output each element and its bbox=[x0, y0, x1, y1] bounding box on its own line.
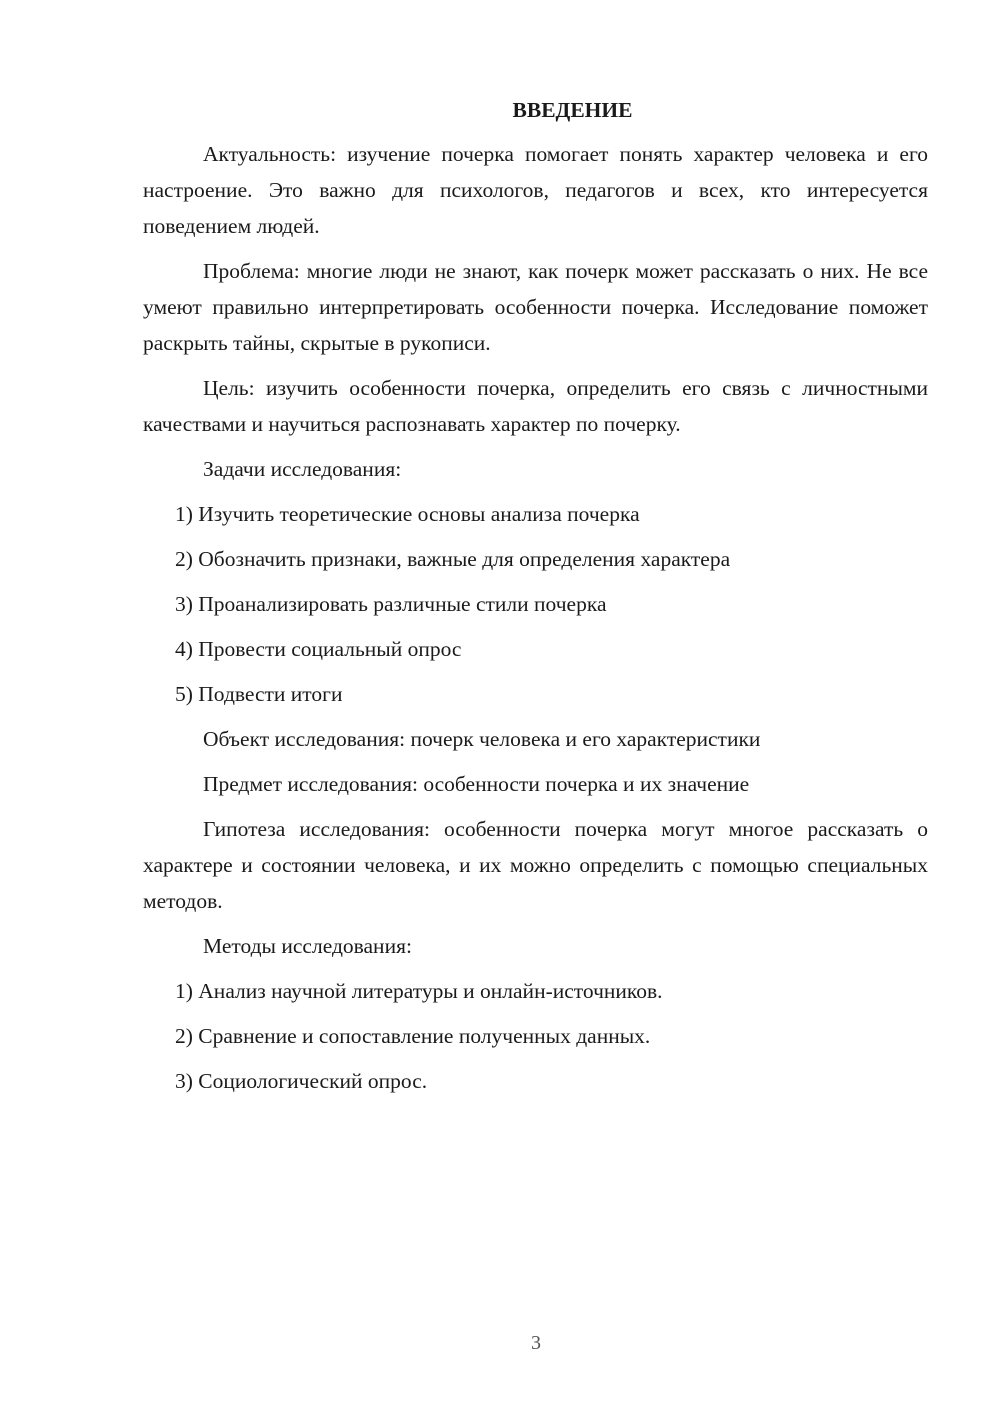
tasks-heading: Задачи исследования: bbox=[203, 457, 402, 481]
object-line: Объект исследования: почерк человека и его характеристики bbox=[203, 727, 761, 751]
relevance-paragraph: Актуальность: изучение почерка помогает понять характер человека и его настроение. Это важно для психологов, педагогов и всех, кто интересуется поведением людей. bbox=[143, 142, 928, 238]
list-item: 3) Социологический опрос. bbox=[175, 1069, 428, 1093]
page-number: 3 bbox=[531, 1332, 541, 1354]
list-item: 5) Подвести итоги bbox=[175, 682, 343, 706]
list-item: 1) Изучить теоретические основы анализа почерка bbox=[175, 502, 640, 526]
subject-line: Предмет исследования: особенности почерка и их значение bbox=[203, 772, 750, 796]
list-item: 3) Проанализировать различные стили почерка bbox=[175, 592, 607, 616]
methods-heading: Методы исследования: bbox=[203, 934, 412, 958]
methods-list bbox=[143, 973, 928, 1099]
list-item: 2) Обозначить признаки, важные для определения характера bbox=[175, 547, 731, 571]
list-item: 1) Анализ научной литературы и онлайн-источников. bbox=[175, 979, 663, 1003]
list-item: 4) Провести социальный опрос bbox=[175, 637, 462, 661]
page-title: ВВЕДЕНИЕ bbox=[512, 98, 633, 122]
hypothesis-paragraph: Гипотеза исследования: особенности почерка могут многое рассказать о характере и состоянии человека, и их можно определить с помощью специальных методов. bbox=[143, 817, 928, 913]
tasks-list bbox=[143, 496, 928, 712]
problem-paragraph: Проблема: многие люди не знают, как почерк может рассказать о них. Не все умеют правильно интерпретировать особенности почерка. Исследование поможет раскрыть тайны, скрытые в рукописи. bbox=[143, 259, 928, 355]
goal-paragraph: Цель: изучить особенности почерка, определить его связь с личностными качествами и научиться распознавать характер по почерку. bbox=[143, 376, 928, 436]
list-item: 2) Сравнение и сопоставление полученных данных. bbox=[175, 1024, 651, 1048]
